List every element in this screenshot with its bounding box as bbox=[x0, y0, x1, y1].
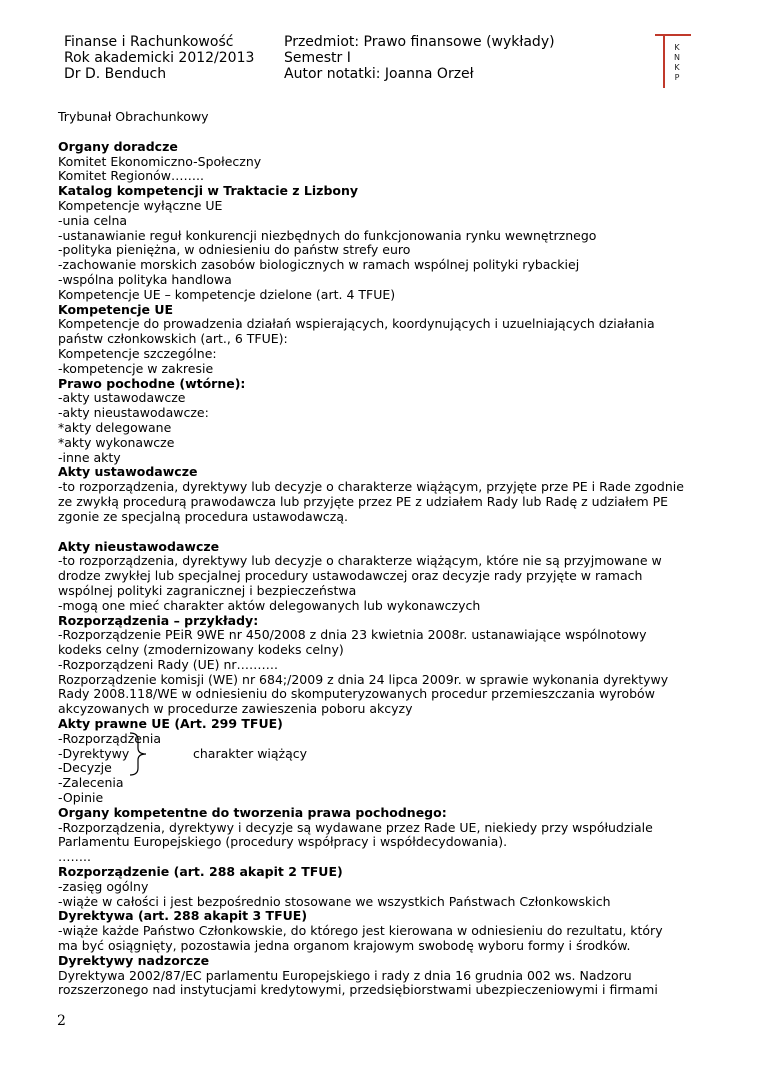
text-line: -Decyzje bbox=[58, 760, 112, 776]
brace-row bbox=[58, 747, 708, 762]
text-line: Dyrektywa 2002/87/EC parlamentu Europejskiego i rady z dnia 16 grudnia 002 ws. Nadzoru bbox=[58, 967, 632, 983]
text-line: Kompetencje wyłączne UE bbox=[58, 197, 223, 213]
section-heading: Akty nieustawodawcze bbox=[58, 538, 220, 554]
text-line: -akty nieustawodawcze: bbox=[58, 405, 209, 421]
text-line: -unia celna bbox=[58, 212, 128, 228]
text-line: -wiąże w całości i jest bezpośrednio stosowane we wszystkich Państwach Członkowskich bbox=[58, 893, 611, 909]
section-heading: Akty ustawodawcze bbox=[58, 464, 198, 480]
section-heading: Organy doradcze bbox=[58, 138, 178, 154]
text-line: -Rozporządzeni Rady (UE) nr………. bbox=[58, 656, 279, 672]
header-field-of-study: Finanse i Rachunkowość bbox=[64, 34, 234, 50]
text-line: -wiąże każde Państwo Członkowskie, do którego jest kierowana w odniesieniu do rezultatu, który bbox=[58, 923, 663, 939]
text-line: -Rozporządzenia bbox=[58, 730, 162, 746]
logo-letter: K bbox=[674, 43, 680, 52]
text-line: -to rozporządzenia, dyrektywy lub decyzje o charakterze wiążącym, które nie są przyjmowane w bbox=[58, 553, 662, 569]
section-heading: Akty prawne UE (Art. 299 TFUE) bbox=[58, 716, 283, 732]
section-heading: Rozporządzenia – przykłady: bbox=[58, 612, 259, 628]
text-line: -Zalecenia bbox=[58, 775, 124, 791]
text-line: -ustanawianie reguł konkurencji niezbędnych do funkcjonowania rynku wewnętrznego bbox=[58, 227, 597, 243]
text-line: -zachowanie morskich zasobów biologicznych w ramach wspólnej polityki rybackiej bbox=[58, 257, 580, 273]
text-line: Komitet Regionów…….. bbox=[58, 168, 204, 184]
text-line: -wspólna polityka handlowa bbox=[58, 271, 232, 287]
spacer bbox=[58, 525, 708, 540]
text-line: -to rozporządzenia, dyrektywy lub decyzje o charakterze wiążącym, przyjęte prze PE i Rade zgodnie bbox=[58, 479, 684, 495]
text-line: -Opinie bbox=[58, 790, 104, 806]
text-line: ze zwykłą procedurą prawodawcza lub przyjęte przez PE z udziałem Rady lub Radę z udziałem PE bbox=[58, 493, 669, 509]
brace-label: charakter wiążący bbox=[193, 745, 308, 761]
text-line: kodeks celny (zmodernizowany kodeks celny) bbox=[58, 642, 344, 658]
text-line: ma być osiągnięty, pozostawia jedna organom krajowym swobodę wyboru formy i środków. bbox=[58, 938, 631, 954]
text-line: -inne akty bbox=[58, 449, 121, 465]
section-heading: Kompetencje UE bbox=[58, 301, 174, 317]
text-line: -polityka pieniężna, w odniesieniu do państw strefy euro bbox=[58, 242, 411, 258]
section-heading: Prawo pochodne (wtórne): bbox=[58, 375, 246, 391]
section-heading: Katalog kompetencji w Traktacie z Lizbony bbox=[58, 183, 359, 199]
section-heading: Dyrektywa (art. 288 akapit 3 TFUE) bbox=[58, 908, 308, 924]
logo-vertical-line bbox=[663, 36, 665, 88]
section-heading: Rozporządzenie (art. 288 akapit 2 TFUE) bbox=[58, 864, 343, 880]
text-line: Kompetencje UE – kompetencje dzielone (art. 4 TFUE) bbox=[58, 286, 396, 302]
text-line: Parlamentu Europejskiego (procedury współpracy i współdecydowania). bbox=[58, 834, 508, 850]
text-line: -kompetencje w zakresie bbox=[58, 360, 214, 376]
text-line: *akty wykonawcze bbox=[58, 434, 175, 450]
header-subject: Przedmiot: Prawo finansowe (wykłady) bbox=[284, 34, 555, 50]
header-author: Autor notatki: Joanna Orzeł bbox=[284, 66, 474, 82]
text-line: Rady 2008.118/WE w odniesieniu do skomputeryzowanych procedur przemieszczania wyrobów bbox=[58, 686, 655, 702]
section-heading: Dyrektywy nadzorcze bbox=[58, 952, 210, 968]
text-line: -Rozporządzenia, dyrektywy i decyzje są wydawane przez Rade UE, niekiedy przy współudziale bbox=[58, 819, 653, 835]
text-line: rozszerzonego nad instytucjami kredytowymi, przedsiębiorstwami ubezpieczeniowymi i firmami bbox=[58, 982, 658, 998]
right-brace-icon bbox=[128, 732, 148, 776]
text-line: Rozporządzenie komisji (WE) nr 684;/2009 z dnia 24 lipca 2009r. w sprawie wykonania dyrektywy bbox=[58, 671, 669, 687]
text-line: *akty delegowane bbox=[58, 419, 172, 435]
logo-letter: K bbox=[674, 63, 680, 72]
spacer bbox=[58, 125, 708, 140]
text-line: akcyzowanych w procedurze zawieszenia poboru akcyzy bbox=[58, 701, 413, 717]
text-line: -Rozporządzenie PEiR 9WE nr 450/2008 z dnia 23 kwietnia 2008r. ustanawiające wspólnotowy bbox=[58, 627, 647, 643]
text-line: zgonie ze specjalną procedura ustawodawczą. bbox=[58, 508, 348, 524]
text-line: -mogą one mieć charakter aktów delegowanych lub wykonawczych bbox=[58, 597, 481, 613]
logo-top-bar bbox=[655, 34, 691, 36]
header-lecturer: Dr D. Benduch bbox=[64, 66, 167, 82]
text-line: -Dyrektywy bbox=[58, 745, 130, 761]
header-right bbox=[284, 34, 555, 82]
logo-letter: P bbox=[674, 73, 680, 82]
text-line: Komitet Ekonomiczno-Społeczny bbox=[58, 153, 262, 169]
text-line: Kompetencje do prowadzenia działań wspierających, koordynujących i uzuelniających działania bbox=[58, 316, 655, 332]
text-line: wspólnej polityki zagranicznej i bezpieczeństwa bbox=[58, 582, 357, 598]
page-number: 2 bbox=[57, 1013, 66, 1029]
header-semester: Semestr I bbox=[284, 50, 351, 66]
text-line: -akty ustawodawcze bbox=[58, 390, 186, 406]
logo-letters bbox=[672, 43, 682, 83]
header-academic-year: Rok akademicki 2012/2013 bbox=[64, 50, 255, 66]
text-line: Trybunał Obrachunkowy bbox=[58, 109, 209, 124]
knkp-logo bbox=[655, 34, 691, 88]
section-heading: Organy kompetentne do tworzenia prawa pochodnego: bbox=[58, 804, 447, 820]
document-body bbox=[58, 110, 708, 998]
header-left bbox=[64, 34, 254, 82]
text-line: Kompetencje szczególne: bbox=[58, 345, 217, 361]
text-line: …….. bbox=[58, 849, 91, 865]
text-line: państw członkowskich (art., 6 TFUE): bbox=[58, 331, 288, 347]
logo-letter: N bbox=[674, 53, 680, 62]
text-line: drodze zwykłej lub specjalnej procedury ustawodawczej oraz decyzje rady przyjęte w ramach bbox=[58, 568, 643, 584]
text-line: -zasięg ogólny bbox=[58, 878, 149, 894]
